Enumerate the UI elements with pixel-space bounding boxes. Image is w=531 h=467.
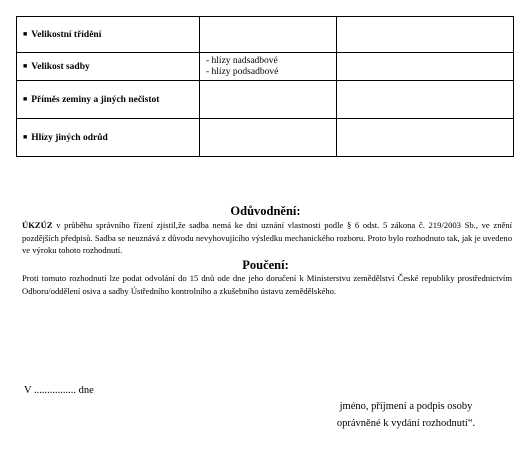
- row-label: ■ Příměs zeminy a jiných nečistot: [17, 81, 200, 119]
- row-result: [337, 17, 514, 53]
- row-label: ■ Velikostní třídění: [17, 17, 200, 53]
- table-row: [17, 81, 514, 119]
- table-row: [17, 119, 514, 157]
- signature-line-2: oprávněné k vydání rozhodnutí“.: [336, 418, 476, 429]
- row-value: [200, 119, 337, 157]
- assessment-table: [16, 16, 514, 157]
- row-value: [200, 53, 337, 81]
- row-result: [337, 53, 514, 81]
- pouceni-text: Proti tomuto rozhodnutí lze podat odvolání do 15 dnů ode dne jeho doručení k Ministerstvu zemědělství České republiky prostřednictvím Odboru/oddělení osiva a sadby Ústředního kontrolního a zkušebního ústavu zemědělského.: [22, 273, 512, 296]
- signature-block: [318, 398, 494, 432]
- row-label: ■ Velikost sadby: [17, 53, 200, 81]
- organization-abbr: ÚKZÚZ: [22, 220, 53, 230]
- sub-item: - hlízy nadsadbové: [206, 55, 278, 66]
- oduvodneni-text: ÚKZÚZ v průběhu správního řízení zjistil,že sadba nemá ke dni uznání vlastnosti podle § 6 odst. 5 zákona č. 219/2003 Sb., ve znění pozdějších předpisů. Sadba se neuznává z důvodu nevyhovujícího výsledku mechanického rozboru. Proto bylo rozhodnuto tak, jak je uvedeno ve výroku tohoto rozhodnutí.: [22, 220, 512, 255]
- row-result: [337, 81, 514, 119]
- sub-item: - hlízy podsadbové: [206, 66, 279, 77]
- table-row: [17, 17, 514, 53]
- row-label: ■ Hlízy jiných odrůd: [17, 119, 200, 157]
- signature-line-1: jméno, příjmení a podpis osoby: [339, 401, 473, 412]
- table-row: [17, 53, 514, 81]
- pouceni-heading: Poučení:: [242, 258, 289, 272]
- row-value: [200, 17, 337, 53]
- place-date-line: V ................ dne: [24, 385, 94, 396]
- row-result: [337, 119, 514, 157]
- row-value: [200, 81, 337, 119]
- oduvodneni-heading: Odůvodnění:: [230, 204, 301, 218]
